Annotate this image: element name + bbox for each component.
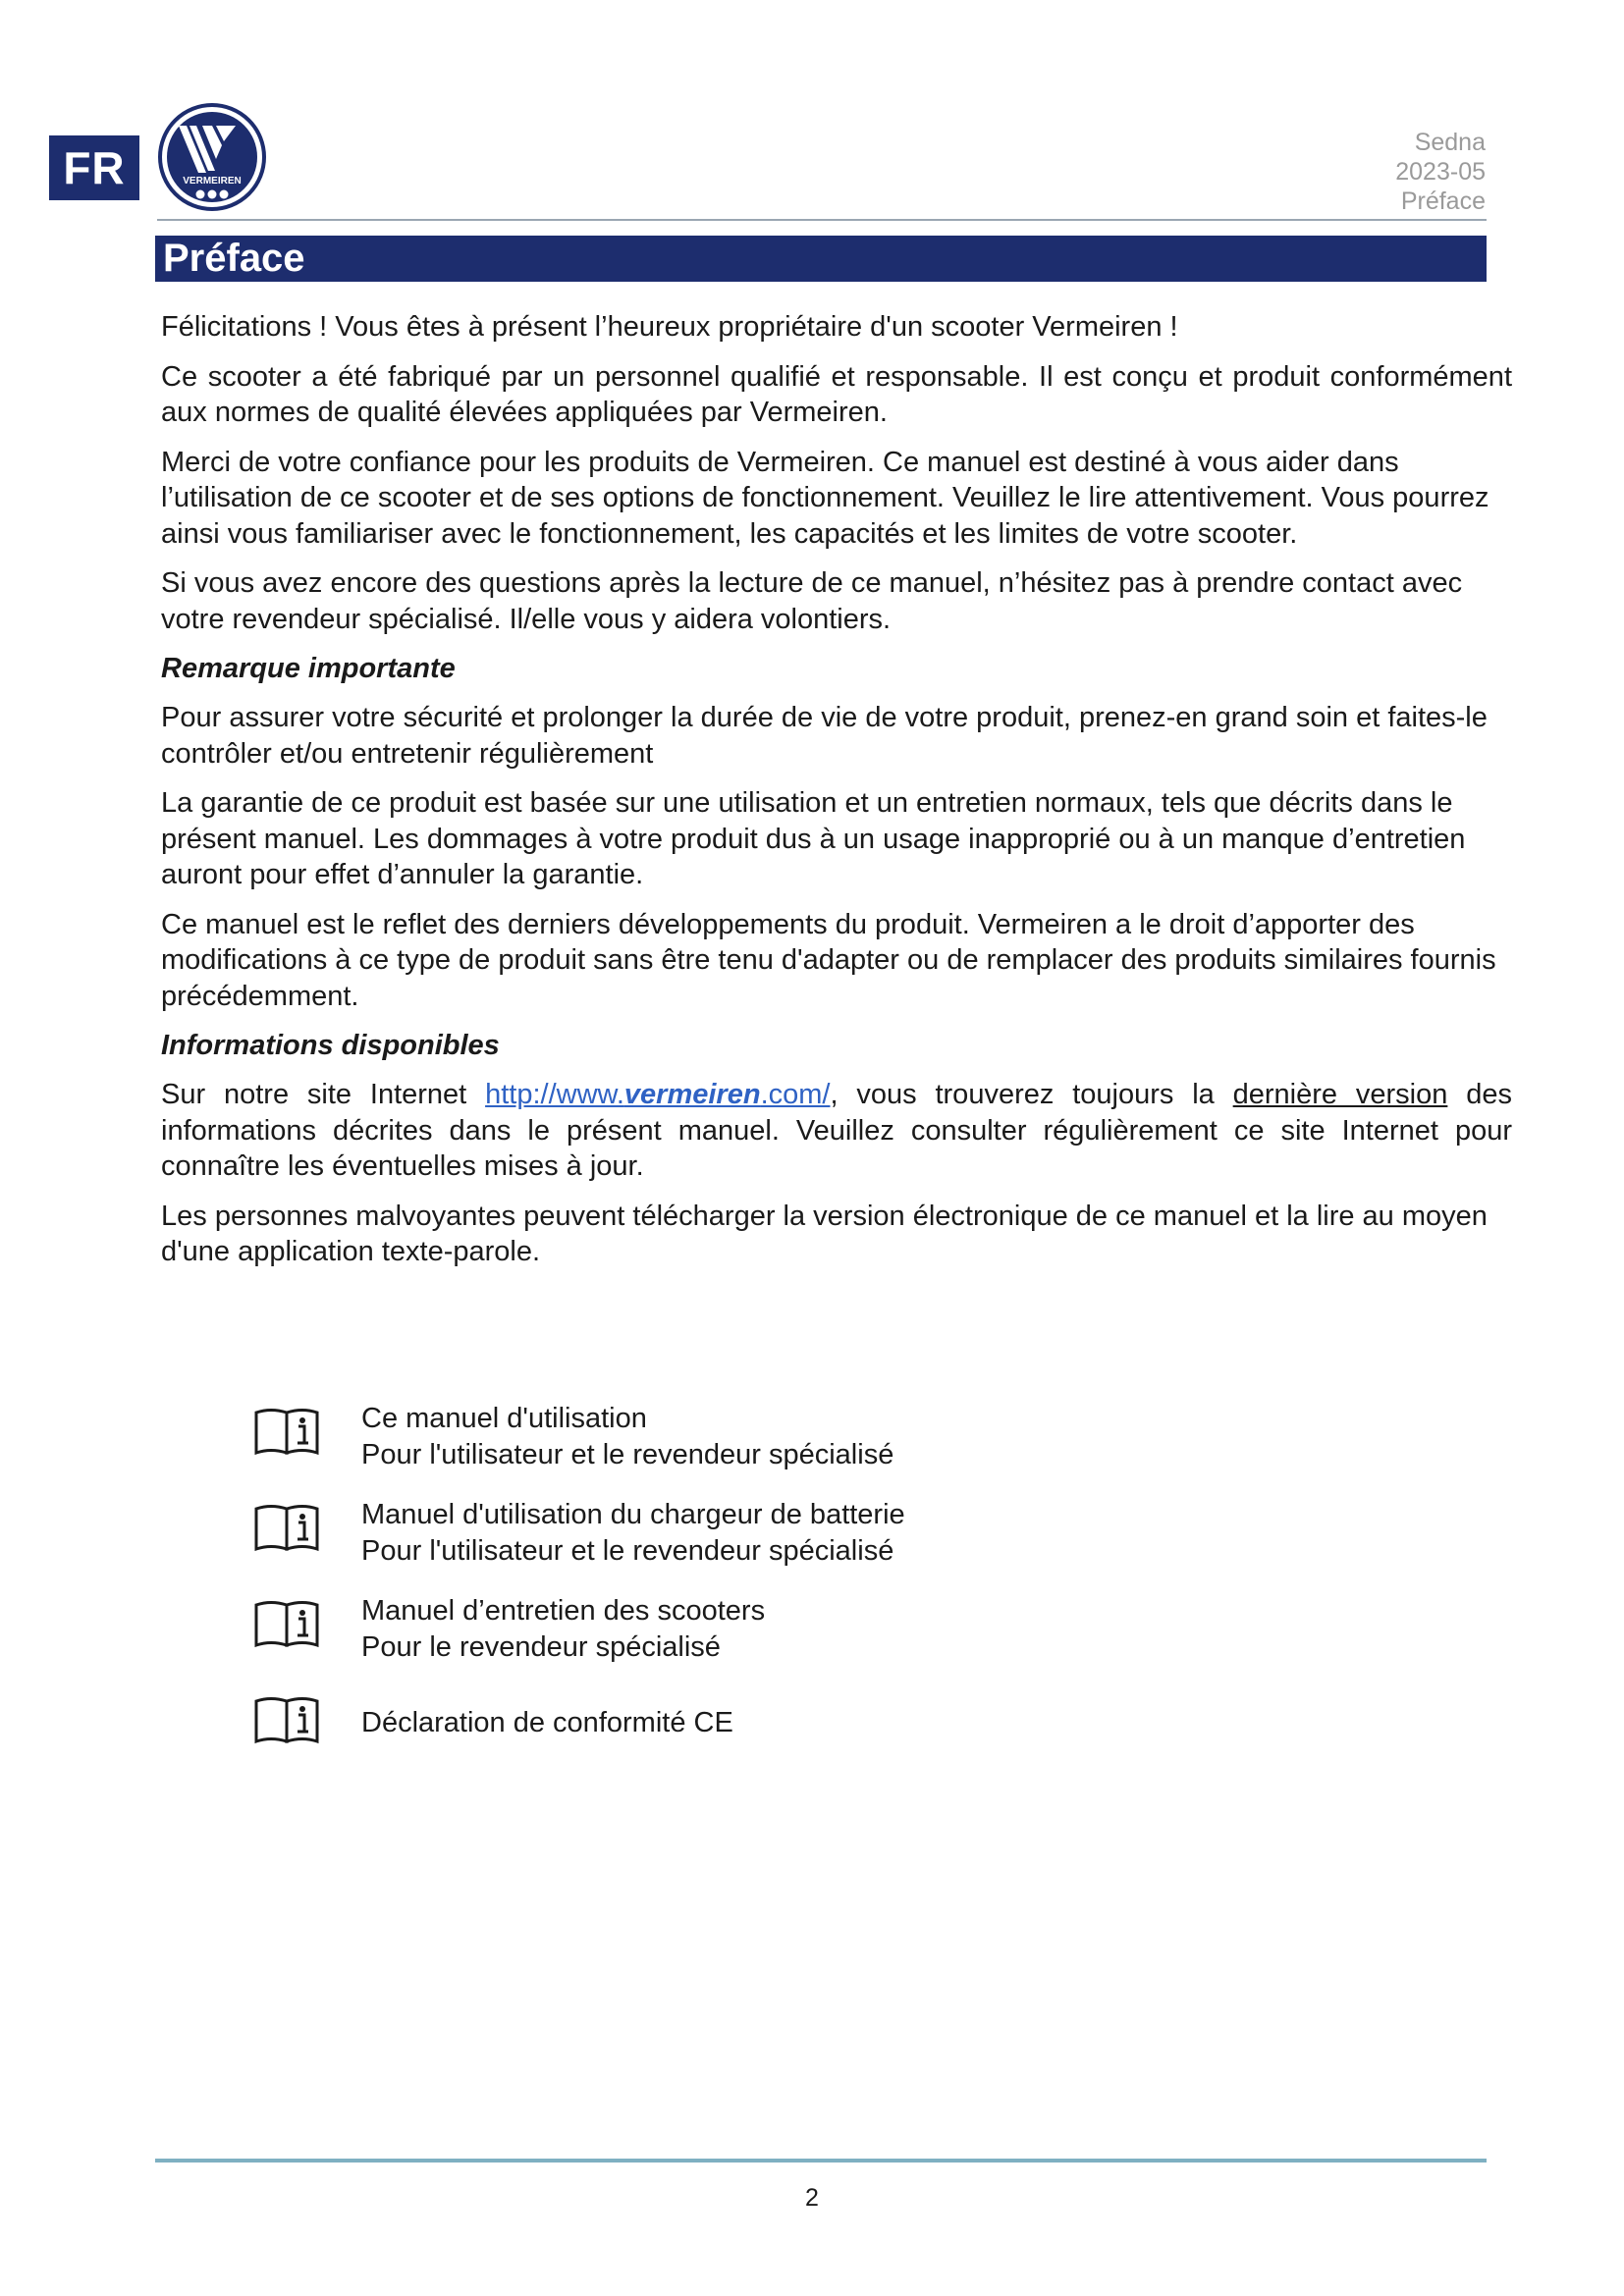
page-number: 2 (805, 2184, 819, 2212)
header-date: 2023-05 (1395, 158, 1486, 186)
language-badge: FR (49, 135, 139, 200)
manual-title: Ce manuel d'utilisation (361, 1403, 647, 1434)
header-divider (157, 219, 1487, 221)
manual-text (361, 1705, 733, 1741)
preface-content (161, 309, 1512, 1284)
header-meta (1395, 128, 1486, 216)
manual-title: Manuel d’entretien des scooters (361, 1595, 766, 1627)
latest-version-text: dernière version (1232, 1079, 1448, 1110)
svg-text:VERMEIREN: VERMEIREN (183, 176, 242, 187)
paragraph-safety: Pour assurer votre sécurité et prolonger la durée de vie de votre produit, prenez-en grand soin et faites-le contrôler et/ou entretenir régulièrement (161, 702, 1488, 770)
manual-info-icon (253, 1599, 320, 1650)
heading-important-note: Remarque importante (161, 653, 456, 684)
manual-audience: Pour l'utilisateur et le revendeur spécialisé (361, 1535, 894, 1567)
manual-info-icon (253, 1407, 320, 1458)
header-product: Sedna (1414, 129, 1486, 156)
paragraph-manufacturing: Ce scooter a été fabriqué par un personnel qualifié et responsable. Il est conçu et produit conformément aux normes de qualité élevées appliquées par Vermeiren. (161, 360, 1512, 428)
manual-text (361, 1401, 893, 1473)
manual-title: Manuel d'utilisation du chargeur de batterie (361, 1499, 905, 1530)
paragraph-thanks: Merci de votre confiance pour les produits de Vermeiren. Ce manuel est destiné à vous aider dans l’utilisation de ce scooter et de ses options de fonctionnement. Veuillez le lire attentivement. Vous pourrez ainsi vous familiariser avec le fonctionnement, les capacités et les limites de votre scooter. (161, 446, 1489, 550)
paragraph-congratulations: Félicitations ! Vous êtes à présent l’heureux propriétaire d'un scooter Vermeiren ! (161, 311, 1178, 343)
manual-audience: Pour l'utilisateur et le revendeur spécialisé (361, 1439, 894, 1470)
website-link-prefix: http://www. (485, 1079, 624, 1110)
heading-available-info: Informations disponibles (161, 1030, 500, 1061)
section-title-bar (155, 236, 1487, 282)
website-text-middle: , vous trouverez toujours la (830, 1079, 1233, 1110)
website-link-brand: vermeiren (623, 1079, 761, 1110)
paragraph-warranty: La garantie de ce produit est basée sur une utilisation et un entretien normaux, tels que décrits dans le présent manuel. Les dommages à votre produit dus à un usage inapproprié ou à un manque d’entretien auront pour effet d’annuler la garantie. (161, 787, 1466, 890)
website-link-suffix: .com/ (760, 1079, 831, 1110)
paragraph-accessibility: Les personnes malvoyantes peuvent télécharger la version électronique de ce manuel et la lire au moyen d'une application texte-parole. (161, 1200, 1488, 1267)
paragraph-website (161, 1077, 1512, 1185)
website-text-end: des informations décrites dans le présent manuel. Veuillez consulter régulièrement ce site Internet pour connaître les éventuelles mises à jour. (161, 1079, 1512, 1182)
section-title: Préface (163, 237, 305, 280)
header-section: Préface (1400, 187, 1486, 215)
manual-text (361, 1497, 905, 1570)
paragraph-development: Ce manuel est le reflet des derniers développements du produit. Vermeiren a le droit d’apporter des modifications à ce type de produit sans être tenu d'adapter ou de remplacer des produits similaires fournis précédemment. (161, 908, 1496, 1012)
manual-info-icon (253, 1503, 320, 1554)
paragraph-questions: Si vous avez encore des questions après la lecture de ce manuel, n’hésitez pas à prendre contact avec votre revendeur spécialisé. Il/elle vous y aidera volontiers. (161, 567, 1463, 635)
manual-audience: Pour le revendeur spécialisé (361, 1631, 721, 1663)
manual-text (361, 1593, 765, 1666)
vermeiren-logo (157, 102, 267, 212)
manual-title: Déclaration de conformité CE (361, 1707, 733, 1738)
footer-divider (155, 2159, 1487, 2163)
manual-info-icon (253, 1695, 320, 1746)
website-link[interactable] (485, 1079, 830, 1110)
website-text-start: Sur notre site Internet (161, 1079, 486, 1110)
